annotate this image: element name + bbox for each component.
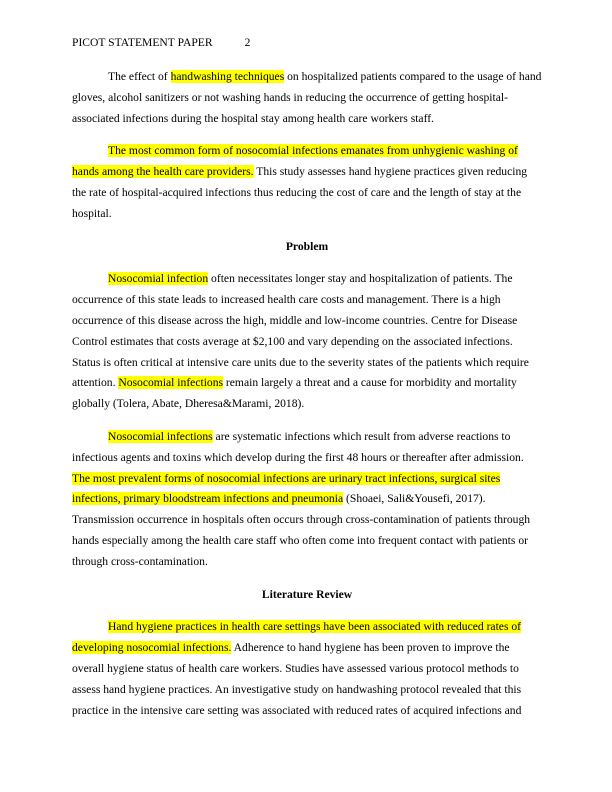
text-run: remain largely a threat and a cause for morbidity and mortality globally (Tolera, Abate, Dheresa&Marami, 2018). (72, 376, 517, 411)
text-run: on hospitalized patients compared to the usage of hand gloves, alcohol sanitizers or not washing hands in reducing the occurrence of getting hospital-associated infections during the hospital stay among health care workers staff. (72, 70, 542, 125)
page-number: 2 (244, 36, 251, 49)
paragraph (72, 67, 542, 129)
text-run: often necessitates longer stay and hospitalization of patients. The occurrence of this state leads to increased health care costs and management. There is a high occurrence of this disease across the high, middle and low-income countries. Centre for Disease Control estimates that costs average at $2,100 and vary depending on the associated infections. Status is often critical at intensive care units due to the severity states of the patients which require attention. (72, 272, 529, 390)
paragraph (72, 617, 542, 721)
paragraph (72, 141, 542, 224)
highlighted-text: Nosocomial infection (108, 272, 209, 286)
paragraph (72, 269, 542, 415)
page-header (72, 36, 250, 49)
text-run: The effect of (108, 70, 171, 83)
document-body (72, 67, 542, 733)
highlighted-text: handwashing techniques (170, 70, 285, 83)
highlighted-text: Hand hygiene practices in health care settings have been associated with reduced rates of developing nosocomial infections. (72, 620, 522, 655)
highlighted-text: The most common form of nosocomial infections emanates from unhygienic washing of hands among the health care providers. (72, 144, 518, 179)
highlighted-text: Nosocomial infections (108, 429, 213, 443)
section-heading-problem: Problem (285, 239, 329, 253)
text-run: This study assesses hand hygiene practices given reducing the rate of hospital-acquired infections thus reducing the cost of care and the length of stay at the hospital. (72, 165, 528, 220)
text-run: (Shoaei, Sali&Yousefi, 2017). Transmission occurrence in hospitals often occurs through cross-contamination of patients through hands especially among the health care staff who often come into frequent contact with patients or through cross-contamination. (72, 492, 531, 568)
text-run: Adherence to hand hygiene has been proven to improve the overall hygiene status of health care workers. Studies have assessed various protocol methods to assess hand hygiene practices. An investigative study on handwashing protocol revealed that this practice in the intensive care setting was associated with reduced rates of acquired infections and (72, 641, 522, 717)
highlighted-text: The most prevalent forms of nosocomial infections are urinary tract infections, surgical sites infections, primary bloodstream infections and pneumonia (72, 471, 501, 506)
running-head: PICOT STATEMENT PAPER (72, 36, 213, 49)
highlighted-text: Nosocomial infections (118, 376, 224, 390)
text-run: are systematic infections which result from adverse reactions to infectious agents and toxins which develop during the first 48 hours or thereafter after admission. (72, 429, 524, 464)
paragraph (72, 427, 542, 573)
section-heading-literature-review: Literature Review (261, 587, 353, 601)
